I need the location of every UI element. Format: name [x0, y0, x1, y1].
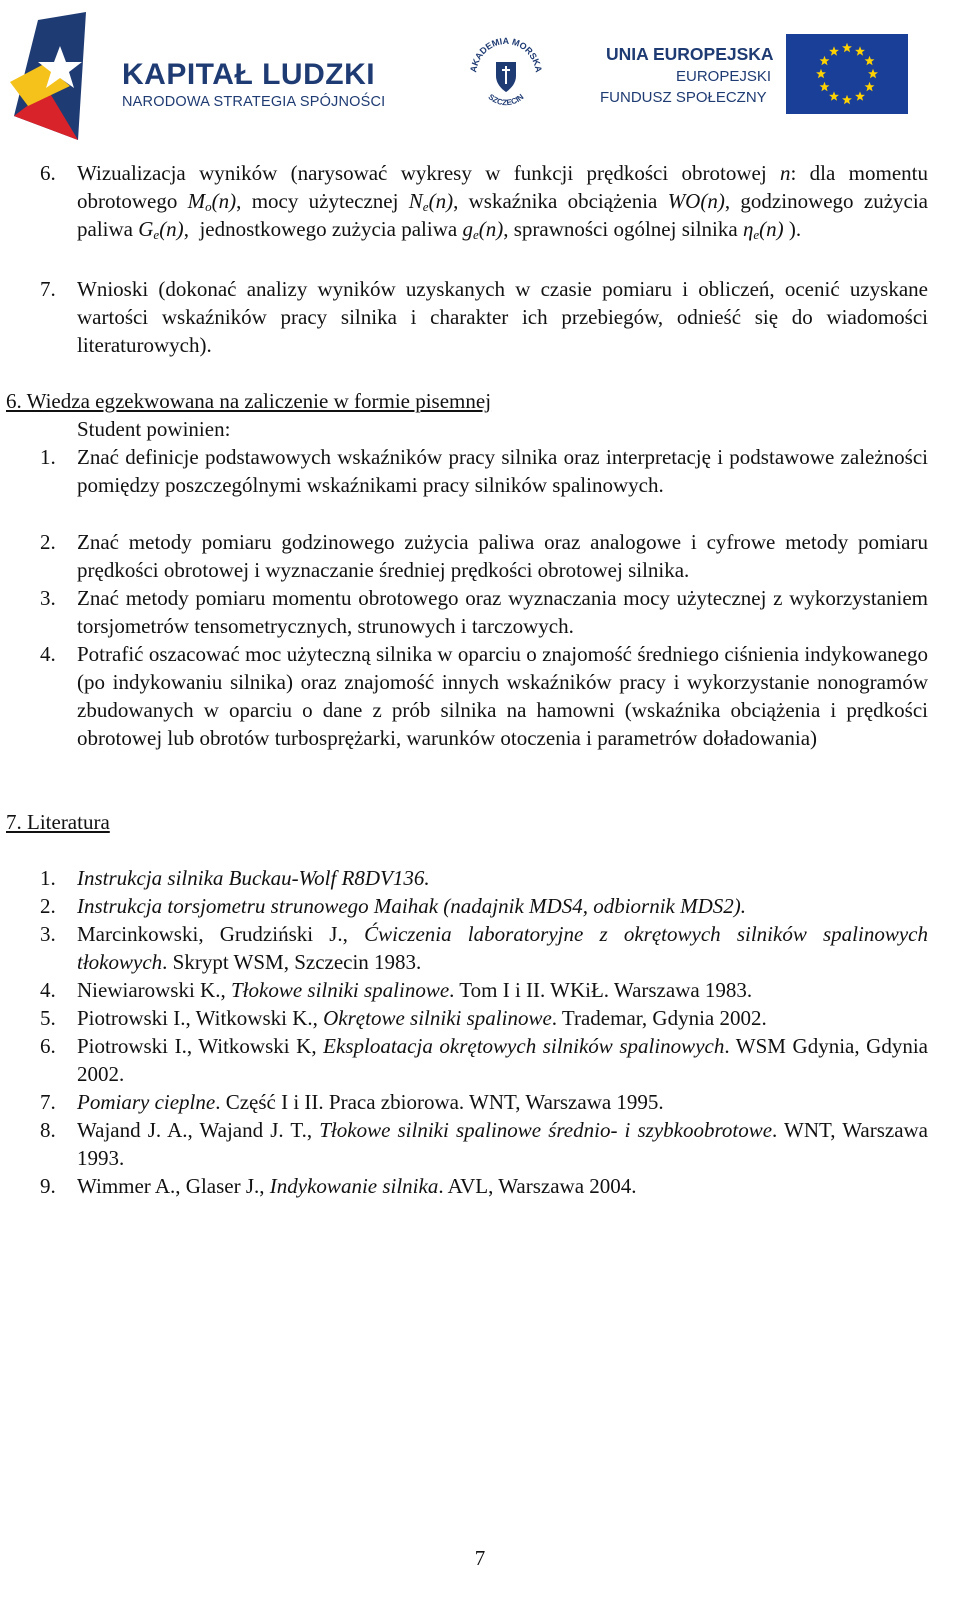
list-number: 2.: [40, 530, 56, 554]
list-item: [40, 159, 928, 243]
list-number: 3.: [40, 586, 56, 610]
reference-item: [40, 976, 928, 1004]
svg-text:AKADEMIA MORSKA: AKADEMIA MORSKA: [468, 35, 544, 74]
reference-item: [40, 1172, 928, 1200]
akademia-morska-seal: [466, 30, 546, 120]
kapital-ludzki-subtitle: NARODOWA STRATEGIA SPÓJNOŚCI: [122, 94, 386, 110]
eu-title: UNIA EUROPEJSKA: [606, 44, 774, 64]
list-text: Znać metody pomiaru momentu obrotowego oraz wyznaczania mocy użytecznej z wykorzystaniem torsjometrów tensometrycznych, strunowych i tarczowych.: [77, 586, 928, 638]
list-number: 4.: [40, 642, 56, 666]
reference-text: Wajand J. A., Wajand J. T., Tłokowe silniki spalinowe średnio- i szybkoobrotowe. WNT, Warszawa 1993.: [77, 1118, 928, 1170]
list-number: 6.: [40, 1034, 56, 1058]
reference-text: Pomiary cieplne. Część I i II. Praca zbiorowa. WNT, Warszawa 1995.: [77, 1090, 664, 1114]
list-item: [40, 640, 928, 752]
reference-text: Niewiarowski K., Tłokowe silniki spalinowe. Tom I i II. WKiŁ. Warszawa 1983.: [77, 978, 753, 1002]
section-intro: Student powinien:: [77, 417, 231, 441]
list-text: Znać metody pomiaru godzinowego zużycia paliwa oraz analogowe i cyfrowe metody pomiaru prędkości obrotowej i wyznaczanie średniej prędkości obrotowej silnika.: [77, 530, 928, 582]
reference-text: Marcinkowski, Grudziński J., Ćwiczenia laboratoryjne z okrętowych silników spalinowych tłokowych. Skrypt WSM, Szczecin 1983.: [77, 922, 929, 974]
list-text: Wnioski (dokonać analizy wyników uzyskanych w czasie pomiaru i obliczeń, ocenić uzyskane wartości wskaźników pracy silnika i charakter ich przebiegów, odnieść się do wiadomości literaturowych).: [77, 277, 928, 357]
list-number: 2.: [40, 894, 56, 918]
page-number: 7: [474, 1546, 486, 1570]
list-number: 1.: [40, 445, 56, 469]
reference-text: Wimmer A., Glaser J., Indykowanie silnika. AVL, Warszawa 2004.: [77, 1174, 637, 1198]
reference-text: Instrukcja torsjometru strunowego Maihak (nadajnik MDS4, odbiornik MDS2).: [77, 894, 747, 918]
eu-subtitle-2: FUNDUSZ SPOŁECZNY: [600, 89, 767, 106]
reference-item: [40, 1032, 928, 1088]
list-text: Potrafić oszacować moc użyteczną silnika w oparciu o znajomość średniego ciśnienia indykowanego (po indykowaniu silnika) oraz znajomość innych wskaźników pracy i wykorzystanie nonogramów zbudowanych w oparciu o dane z prób silnika na hamowni (wskaźnika obciążenia i prędkości obrotowej lub obrotów turbosprężarki, warunków otoczenia i parametrów doładowania): [77, 642, 928, 750]
eu-subtitle-1: EUROPEJSKI: [676, 68, 772, 85]
list-text: Znać definicje podstawowych wskaźników pracy silnika oraz interpretację i podstawowe zależności pomiędzy poszczególnymi wskaźnikami pracy silników spalinowych.: [77, 445, 928, 497]
reference-text: Piotrowski I., Witkowski K, Eksploatacja okrętowych silników spalinowych. WSM Gdynia, Gdynia 2002.: [77, 1034, 929, 1086]
reference-item: [40, 1004, 928, 1032]
list-number: 6.: [40, 161, 56, 185]
section-heading: 7. Literatura: [6, 810, 110, 834]
list-item: [40, 528, 928, 584]
page-header: [0, 0, 960, 150]
list-item: [40, 443, 928, 499]
kapital-ludzki-logo: [8, 12, 118, 140]
list-item: [40, 584, 928, 640]
reference-item: [40, 920, 928, 976]
list-number: 3.: [40, 922, 56, 946]
reference-item: [40, 1088, 928, 1116]
list-item: [40, 275, 928, 359]
list-number: 1.: [40, 866, 56, 890]
eu-flag-icon: [786, 34, 908, 114]
kapital-ludzki-title: KAPITAŁ LUDZKI: [122, 58, 376, 91]
reference-text: Instrukcja silnika Buckau-Wolf R8DV136.: [77, 866, 430, 890]
reference-item: [40, 892, 928, 920]
reference-text: Piotrowski I., Witkowski K., Okrętowe silniki spalinowe. Trademar, Gdynia 2002.: [77, 1006, 767, 1030]
list-number: 9.: [40, 1174, 56, 1198]
reference-item: [40, 864, 928, 892]
list-number: 7.: [40, 1090, 56, 1114]
list-number: 4.: [40, 978, 56, 1002]
list-number: 5.: [40, 1006, 56, 1030]
section-heading: 6. Wiedza egzekwowana na zaliczenie w formie pisemnej: [6, 389, 492, 413]
svg-text:SZCZECIN: SZCZECIN: [486, 92, 526, 108]
list-number: 7.: [40, 277, 56, 301]
list-text: Wizualizacja wyników (narysować wykresy w funkcji prędkości obrotowej n: dla momentu obrotowego $M_o(n)$, mocy użytecznej $N_e(n)$, wskaźnika obciążenia WO(n), godzinowego zużycia paliwa $G_e(n)$, jednostkowego zużycia paliwa $g_e(n)$, sprawności ogólnej silnika $\eta_e(n)$ ).: [77, 161, 928, 242]
reference-item: [40, 1116, 928, 1172]
list-number: 8.: [40, 1118, 56, 1142]
